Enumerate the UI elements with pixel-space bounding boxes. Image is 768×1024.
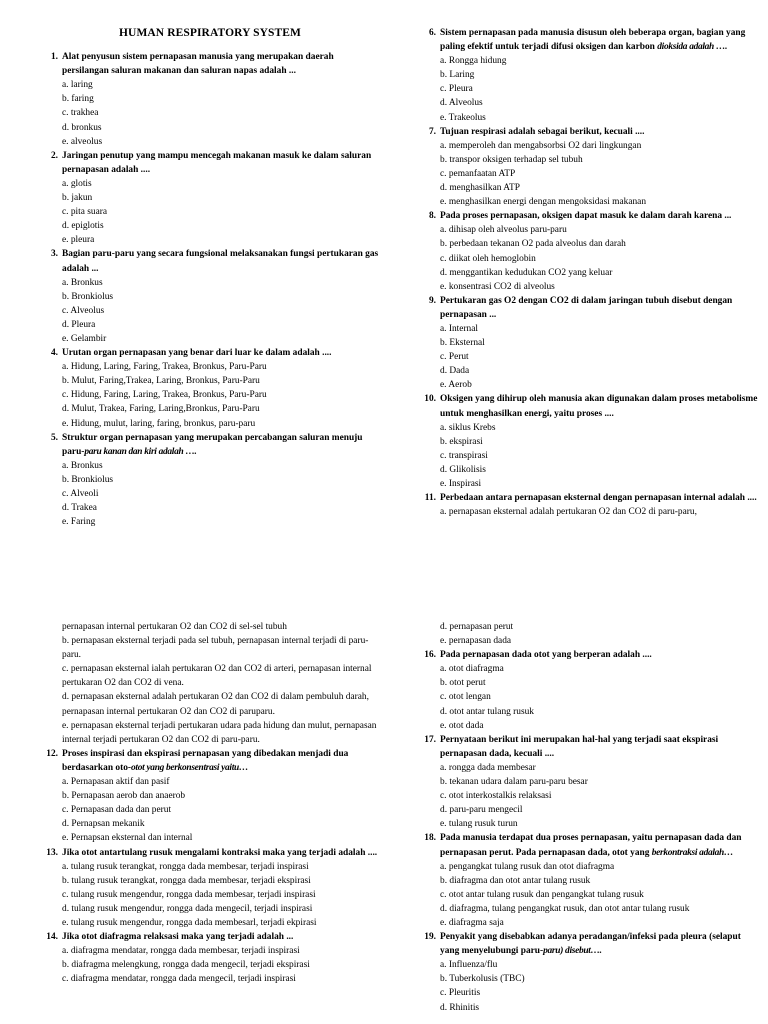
- document-title: HUMAN RESPIRATORY SYSTEM: [119, 27, 301, 39]
- question-number: 4.: [50, 348, 58, 359]
- question-number: 19.: [424, 932, 436, 943]
- answer-option: d. Trakea: [62, 503, 97, 514]
- question-text: [40, 930, 380, 944]
- answer-option: d. Dada: [440, 366, 470, 377]
- answer-option: b. diafragma dan otot antar tulang rusuk: [440, 875, 591, 886]
- answer-option: e. Hidung, mulut, laring, faring, bronkus, paru-paru: [62, 418, 256, 429]
- answer-option: d. diafragma, tulang pengangkat rusuk, dan otot antar tulang rusuk: [440, 903, 690, 914]
- answer-option: b. jakun: [62, 193, 93, 204]
- question-number: 10.: [424, 394, 436, 405]
- answer-option: e. konsentrasi CO2 di alveolus: [440, 281, 555, 292]
- question-stem: Pada pernapasan dada otot yang berperan adalah ....: [440, 650, 652, 661]
- answer-option: b. transpor oksigen terhadap sel tubuh: [440, 154, 583, 165]
- question-stem: Pertukaran gas O2 dengan CO2 di dalam jaringan tubuh disebut dengan pernapasan ...: [440, 295, 733, 320]
- question-text: [418, 831, 758, 859]
- question-stem: Sistem pernapasan pada manusia disusun oleh beberapa organ, bagian yang paling efektif untuk terjadi difusi oksigen dan karbon: [440, 28, 746, 53]
- answer-option: e. Faring: [62, 517, 96, 528]
- question-item: [418, 26, 758, 125]
- question-stem: Tujuan respirasi adalah sebagai berikut, kecuali ....: [440, 126, 645, 137]
- question-text: [40, 846, 380, 860]
- answer-option: b. otot perut: [440, 678, 486, 689]
- question-number: 6.: [428, 28, 436, 38]
- answer-option: c. transpirasi: [440, 450, 488, 461]
- question-item: [418, 648, 758, 733]
- answer-option: b. Bronkiolus: [62, 474, 114, 485]
- worksheet-page-2: [0, 600, 768, 1024]
- question-stem-tail: berkontraksi adalah…: [651, 847, 734, 858]
- answer-option: e. tulang rusuk turun: [440, 819, 518, 830]
- answer-option: d. tulang rusuk mengendur, rongga dada mengecil, terjadi inspirasi: [62, 903, 313, 914]
- answer-option: c. diikat oleh hemoglobin: [440, 253, 536, 264]
- answer-option: b. tekanan udara dalam paru-paru besar: [440, 777, 588, 788]
- question-list: [40, 747, 380, 987]
- answer-option: a. diafragma mendatar, rongga dada membesar, terjadi inspirasi: [62, 946, 300, 957]
- answer-option: a. memperoleh dan mengabsorbsi O2 dari lingkungan: [440, 140, 642, 151]
- answer-option: c. diafragma mendatar, rongga dada mengecil, terjadi inspirasi: [62, 974, 296, 985]
- question-number: 17.: [424, 734, 436, 745]
- question-item: [40, 930, 380, 986]
- question-item: [418, 491, 758, 519]
- answer-option: b. Laring: [440, 70, 475, 81]
- question-stem: Urutan organ pernapasan yang benar dari luar ke dalam adalah ....: [62, 348, 332, 359]
- continued-line: d. pernapasan perut: [440, 622, 514, 632]
- answer-option: e. Inspirasi: [440, 479, 482, 489]
- question-stem: Perbedaan antara pernapasan eksternal dengan pernapasan internal adalah ....: [440, 493, 757, 504]
- question-text: [418, 392, 758, 420]
- answer-option: a. pengangkat tulang rusuk dan otot diafragma: [440, 861, 615, 872]
- answer-option: e. otot dada: [440, 720, 484, 731]
- question-number: 12.: [46, 748, 58, 759]
- answer-option: c. Perut: [440, 352, 469, 363]
- answer-option: c. otot interkostalkis relaksasi: [440, 791, 552, 802]
- answer-option: a. rongga dada membesar: [440, 762, 536, 773]
- continued-line: e. pernapasan eksternal terjadi pertukaran udara pada hidung dan mulut, pernapasan internal terjadi pertukaran O2 dan CO2 di paru-paru.: [62, 720, 377, 745]
- answer-option: b. faring: [62, 94, 94, 105]
- question-number: 8.: [428, 211, 436, 222]
- question-stem-tail: otot yang berkonsentrasi yaitu…: [131, 762, 249, 773]
- answer-option: d. menghasilkan ATP: [440, 183, 520, 194]
- question-item: [40, 346, 380, 431]
- answer-option: c. pemanfaatan ATP: [440, 168, 516, 179]
- question-stem: Oksigen yang dihirup oleh manusia akan digunakan dalam proses metabolisme untuk menghasilkan energi, yaitu proses ....: [440, 394, 758, 419]
- answer-option: a. Hidung, Laring, Faring, Trakea, Bronkus, Paru-Paru: [62, 362, 267, 373]
- answer-option: c. Pleura: [440, 84, 473, 95]
- answer-option: e. diafragma saja: [440, 917, 504, 928]
- question-item: [418, 733, 758, 832]
- question-item: [418, 125, 758, 210]
- question-text: [418, 294, 758, 322]
- answer-option: d. Pernapsan mekanik: [62, 819, 145, 830]
- page2-right-column: [418, 620, 758, 1015]
- question-stem: Penyakit yang disebabkan adanya peradangan/infeksi pada pleura (selaput yang menyelubungi paru-: [440, 932, 741, 957]
- continued-line: b. pernapasan eksternal terjadi pada sel tubuh, pernapasan internal terjadi di paru-paru.: [62, 636, 369, 661]
- question-text: [418, 125, 758, 139]
- question-stem-tail: dioksida adalah ….: [657, 42, 728, 53]
- answer-option: a. Rongga hidung: [440, 56, 507, 67]
- answer-option: b. ekspirasi: [440, 436, 483, 447]
- question-number: 2.: [50, 150, 58, 161]
- answer-option: c. Alveolus: [62, 305, 105, 316]
- answer-option: c. Pernapasan dada dan perut: [62, 805, 172, 816]
- question-number: 1.: [50, 52, 58, 63]
- answer-option: a. siklus Krebs: [440, 422, 496, 433]
- answer-option: e. Gelambir: [62, 333, 107, 344]
- question-item: [40, 50, 380, 149]
- question-text: [418, 209, 758, 223]
- continued-line: c. pernapasan eksternal ialah pertukaran O2 dan CO2 di arteri, pernapasan internal pertukaran O2 dan CO2 di vena.: [62, 664, 372, 689]
- question-item: [418, 209, 758, 294]
- answer-option: c. tulang rusuk mengendur, rongga dada membesar, terjadi inspirasi: [62, 889, 316, 900]
- question-number: 13.: [46, 847, 58, 858]
- question-stem-tail: paru) disebut….: [543, 946, 602, 957]
- answer-option: d. Pleura: [62, 319, 96, 330]
- question-text: [418, 491, 758, 505]
- answer-option: a. Bronkus: [62, 277, 103, 288]
- question-stem: Alat penyusun sistem pernapasan manusia yang merupakan daerah persilangan saluran makanan dan saluran napas adalah ...: [62, 52, 334, 77]
- answer-option: d. Rhinitis: [440, 1002, 480, 1013]
- answer-option: a. dihisap oleh alveolus paru-paru: [440, 225, 567, 236]
- question-list: [40, 50, 380, 529]
- question-text: [40, 50, 380, 78]
- page1-right-column: [418, 26, 758, 519]
- question-item: [40, 247, 380, 346]
- question-text: [40, 431, 380, 459]
- question-stem: Pada manusia terdapat dua proses pernapasan, yaitu pernapasan dada dan pernapasan perut. Pada pernapasan dada, otot yang: [440, 833, 742, 858]
- answer-option: d. menggantikan kedudukan CO2 yang keluar: [440, 267, 613, 278]
- answer-option: d. otot antar tulang rusuk: [440, 706, 534, 717]
- answer-option: a. pernapasan eksternal adalah pertukaran O2 dan CO2 di paru-paru,: [440, 507, 697, 518]
- question-number: 5.: [50, 432, 58, 443]
- question-stem: Jaringan penutup yang mampu mencegah makanan masuk ke dalam saluran pernapasan adalah ....: [62, 150, 372, 175]
- page1-left-column: [40, 26, 380, 529]
- question-text: [418, 930, 758, 958]
- question-number: 3.: [50, 249, 58, 260]
- question-text: [40, 346, 380, 360]
- question-item: [418, 294, 758, 393]
- answer-option: e. Aerob: [440, 380, 472, 391]
- answer-option: a. Bronkus: [62, 460, 103, 471]
- question-stem: Bagian paru-paru yang secara fungsional melaksanakan fungsi pertukaran gas adalah ...: [62, 249, 379, 274]
- question-stem: Pernyataan berikut ini merupakan hal-hal yang terjadi saat ekspirasi pernapasan dada, kecuali ....: [440, 734, 719, 759]
- question-text: [40, 247, 380, 275]
- answer-option: b. tulang rusuk terangkat, rongga dada membesar, terjadi ekspirasi: [62, 875, 311, 886]
- question-list: [418, 26, 758, 519]
- question-number: 9.: [428, 295, 436, 306]
- question-item: [40, 149, 380, 248]
- answer-option: c. Pleuritis: [440, 988, 481, 999]
- question-text: [40, 149, 380, 177]
- answer-option: a. glotis: [62, 178, 92, 189]
- answer-option: e. Pernapsan eksternal dan internal: [62, 833, 193, 844]
- question-text: [418, 648, 758, 662]
- question-number: 7.: [428, 126, 436, 137]
- answer-option: a. otot diafragma: [440, 664, 504, 675]
- answer-option: d. paru-paru mengecil: [440, 805, 523, 816]
- question-stem: Jika otot diafragma relaksasi maka yang terjadi adalah ...: [62, 932, 294, 943]
- question-stem: Pada proses pernapasan, oksigen dapat masuk ke dalam darah karena ...: [440, 211, 732, 222]
- answer-option: e. pleura: [62, 235, 95, 246]
- answer-option: e. alveolus: [62, 136, 103, 147]
- question-stem: Proses inspirasi dan ekspirasi pernapasan yang dibedakan menjadi dua berdasarkan oto-: [62, 748, 349, 773]
- answer-option: c. trakhea: [62, 108, 99, 119]
- answer-option: b. perbedaan tekanan O2 pada alveolus dan darah: [440, 239, 626, 250]
- question-number: 18.: [424, 833, 436, 844]
- answer-option: e. menghasilkan energi dengan mengoksidasi makanan: [440, 197, 647, 208]
- question-text: [40, 747, 380, 775]
- answer-option: e. tulang rusuk mengendur, rongga dada membesarl, terjadi ekpirasi: [62, 917, 317, 928]
- question-stem-tail: paru kanan dan kiri adalah ….: [84, 446, 197, 457]
- answer-option: d. Glikolisis: [440, 464, 486, 475]
- continued-line: e. pernapasan dada: [440, 636, 512, 647]
- question-text: [418, 26, 758, 54]
- answer-option: b. Mulut, Faring,Trakea, Laring, Bronkus, Paru-Paru: [62, 376, 260, 387]
- continued-text: [40, 620, 380, 747]
- question-item: [40, 747, 380, 846]
- continued-text: [418, 620, 758, 648]
- question-number: 14.: [46, 932, 58, 943]
- answer-option: b. Bronkiolus: [62, 291, 114, 302]
- answer-option: d. Alveolus: [440, 98, 483, 109]
- answer-option: a. Pernapasan aktif dan pasif: [62, 777, 170, 788]
- answer-option: b. Pernapasan aerob dan anaerob: [62, 791, 186, 802]
- question-item: [40, 846, 380, 931]
- question-item: [418, 831, 758, 930]
- answer-option: b. Eksternal: [440, 338, 485, 349]
- question-stem: Jika otot antartulang rusuk mengalami kontraksi maka yang terjadi adalah ....: [62, 847, 378, 858]
- question-list: [418, 648, 758, 1014]
- answer-option: b. Tuberkolusis (TBC): [440, 974, 525, 985]
- answer-option: c. Alveoli: [62, 489, 99, 499]
- page2-left-column: [40, 620, 380, 986]
- question-number: 11.: [424, 493, 436, 504]
- answer-option: a. laring: [62, 80, 93, 91]
- answer-option: c. otot antar tulang rusuk dan pengangkat tulang rusuk: [440, 889, 644, 900]
- answer-option: a. Influenza/flu: [440, 960, 498, 971]
- answer-option: c. otot lengan: [440, 692, 491, 703]
- question-number: 16.: [424, 650, 436, 661]
- continued-line: d. pernapasan eksternal adalah pertukaran O2 dan CO2 di dalam pembuluh darah, pernapasan internal pertukaran O2 dan CO2 di paruparu.: [62, 692, 369, 717]
- question-stem: Struktur organ pernapasan yang merupakan percabangan saluran menuju paru-: [62, 432, 363, 457]
- answer-option: d. epiglotis: [62, 221, 104, 232]
- question-item: [418, 930, 758, 1015]
- answer-option: d. bronkus: [62, 122, 102, 133]
- answer-option: c. pita suara: [62, 207, 108, 218]
- question-item: [40, 431, 380, 530]
- answer-option: a. tulang rusuk terangkat, rongga dada membesar, terjadi inspirasi: [62, 861, 309, 872]
- answer-option: d. Mulut, Trakea, Faring, Laring,Bronkus, Paru-Paru: [62, 404, 260, 415]
- answer-option: a. Internal: [440, 323, 478, 334]
- question-item: [418, 392, 758, 491]
- continued-line: pernapasan internal pertukaran O2 dan CO2 di sel-sel tubuh: [62, 622, 287, 632]
- answer-option: c. Hidung, Faring, Laring, Trakea, Bronkus, Paru-Paru: [62, 390, 267, 401]
- answer-option: e. Trakeolus: [440, 112, 486, 123]
- question-text: [418, 733, 758, 761]
- answer-option: b. diafragma melengkung, rongga dada mengecil, terjadi ekspirasi: [62, 960, 310, 971]
